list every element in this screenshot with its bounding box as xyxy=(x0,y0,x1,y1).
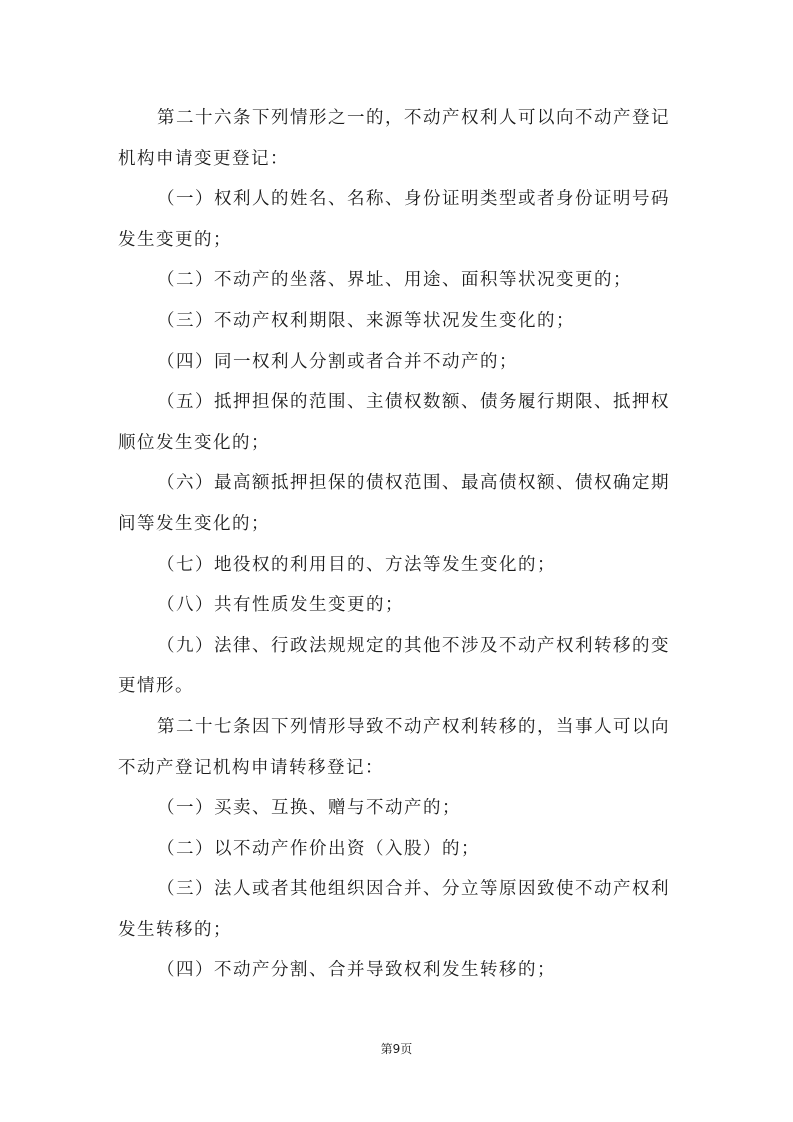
article-27-item-2: （二）以不动产作价出资（入股）的； xyxy=(157,838,480,859)
article-26-heading-line-1: 第二十六条下列情形之一的，不动产权利人可以向不动产登记 xyxy=(157,108,670,128)
article-26-item-4: （四）同一权利人分割或者合并不动产的； xyxy=(157,351,518,372)
article-27-item-3-line-2: 发生转移的； xyxy=(118,919,232,940)
article-26-item-5-line-2: 顺位发生变化的； xyxy=(118,432,270,453)
document-body xyxy=(118,98,678,991)
article-27-item-1: （一）买卖、互换、赠与不动产的； xyxy=(157,798,461,819)
article-26-item-6-line-2: 间等发生变化的； xyxy=(118,513,270,534)
article-27-heading-line-2: 不动产登记机构申请转移登记： xyxy=(118,757,384,778)
article-26-item-5-line-1: （五）抵押担保的范围、主债权数额、债务履行期限、抵押权 xyxy=(157,392,670,413)
article-26-item-7: （七）地役权的利用目的、方法等发生变化的； xyxy=(157,554,556,575)
article-26-item-2: （二）不动产的坐落、界址、用途、面积等状况变更的； xyxy=(157,270,632,291)
article-26-heading-line-2: 机构申请变更登记： xyxy=(118,148,289,169)
article-27-item-3-line-1: （三）法人或者其他组织因合并、分立等原因致使不动产权利 xyxy=(157,879,670,900)
article-26-item-1-line-1: （一）权利人的姓名、名称、身份证明类型或者身份证明号码 xyxy=(157,189,670,210)
article-26-item-6-line-1: （六）最高额抵押担保的债权范围、最高债权额、债权确定期 xyxy=(157,473,670,494)
article-27-item-4: （四）不动产分割、合并导致权利发生转移的； xyxy=(157,960,556,981)
article-26-item-8: （八）共有性质发生变更的； xyxy=(157,595,404,616)
page-number: 第9页 xyxy=(380,1042,413,1056)
article-26-item-3: （三）不动产权利期限、来源等状况发生变化的； xyxy=(157,310,575,331)
article-26-item-1-line-2: 发生变更的； xyxy=(118,229,232,250)
article-26-item-9-line-1: （九）法律、行政法规规定的其他不涉及不动产权利转移的变 xyxy=(157,635,670,656)
article-26-item-9-line-2: 更情形。 xyxy=(118,676,194,697)
article-27-heading-line-1: 第二十七条因下列情形导致不动产权利转移的，当事人可以向 xyxy=(157,716,670,737)
